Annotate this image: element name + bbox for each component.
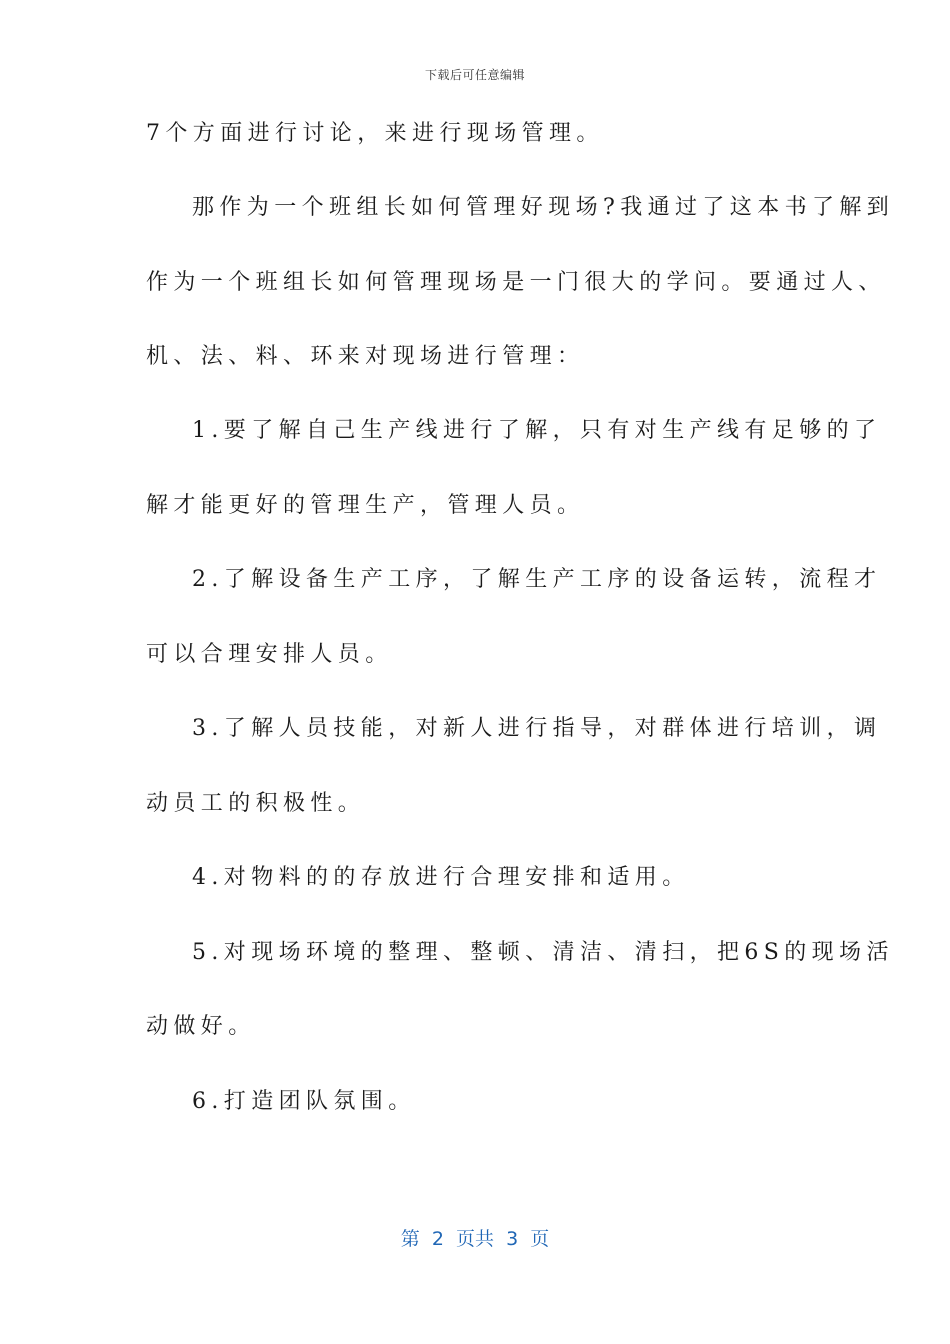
text-line: 5.对现场环境的整理、整顿、清洁、清扫，把6S的现场活 <box>192 940 894 965</box>
text-line: 动员工的积极性。 <box>146 791 366 816</box>
text-line: 7个方面进行讨论，来进行现场管理。 <box>146 121 604 146</box>
text-line: 3.了解人员技能，对新人进行指导，对群体进行培训，调 <box>192 716 882 741</box>
text-line: 4.对物料的的存放进行合理安排和适用。 <box>192 865 690 890</box>
text-line: 1.要了解自己生产线进行了解，只有对生产线有足够的了 <box>192 418 882 443</box>
text-line: 可以合理安排人员。 <box>146 642 393 667</box>
header-note: 下载后可任意编辑 <box>424 68 525 82</box>
page-number: 第 2 页共 3 页 <box>400 1228 550 1250</box>
text-line: 作为一个班组长如何管理现场是一门很大的学问。要通过人、 <box>146 270 886 295</box>
text-line: 解才能更好的管理生产，管理人员。 <box>146 493 585 518</box>
text-line: 6.打造团队氛围。 <box>192 1089 416 1114</box>
text-line: 那作为一个班组长如何管理好现场?我通过了这本书了解到 <box>192 195 895 220</box>
text-line: 2.了解设备生产工序，了解生产工序的设备运转，流程才 <box>192 567 882 592</box>
text-line: 动做好。 <box>146 1014 256 1039</box>
text-line: 机、法、料、环来对现场进行管理： <box>146 344 585 369</box>
